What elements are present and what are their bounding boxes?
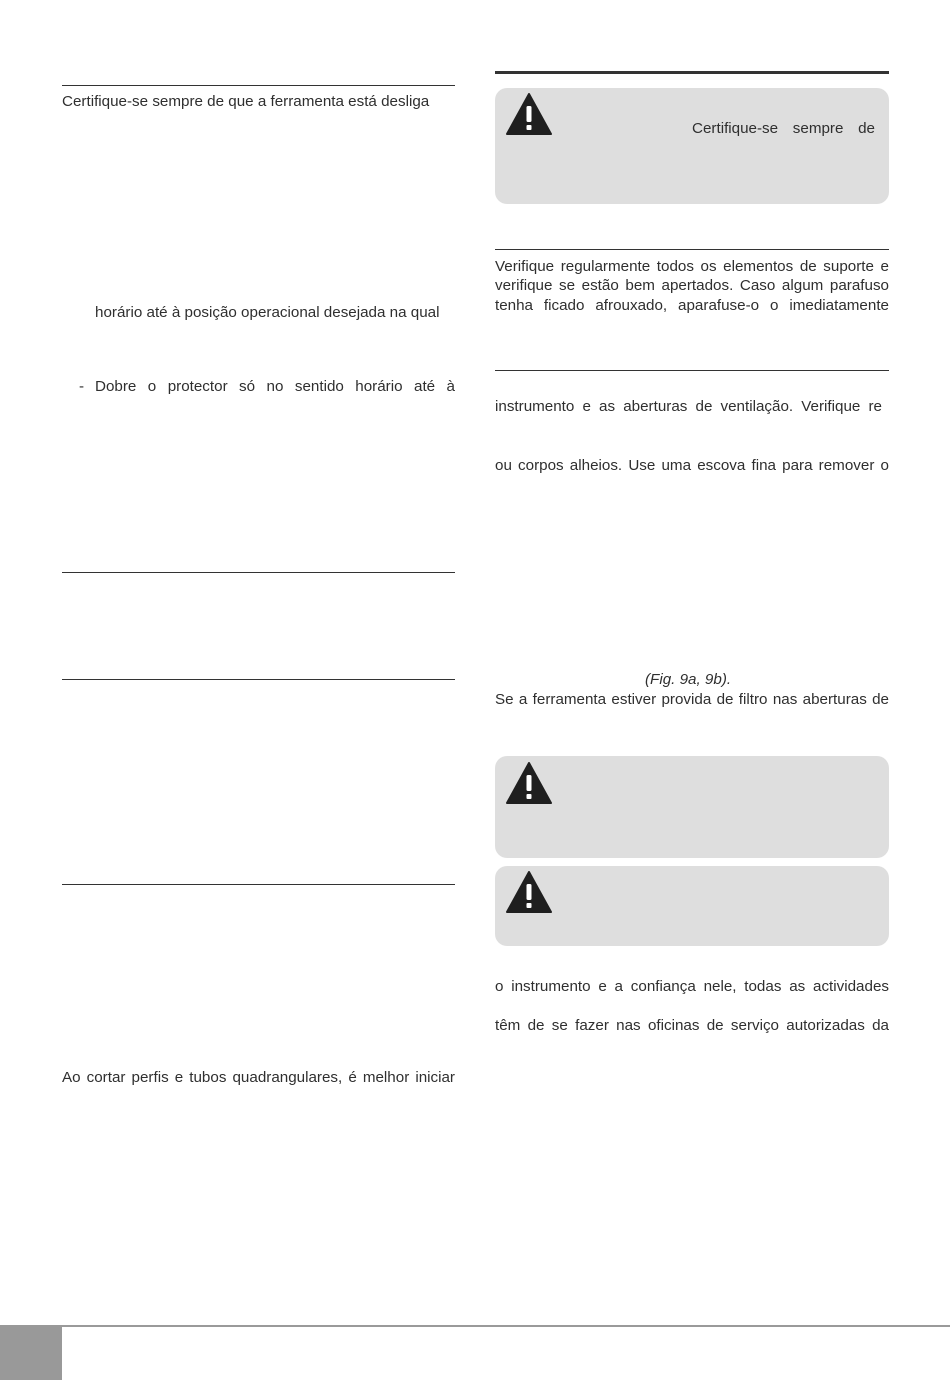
right-text-verifique-1: Verifique regularmente todos os elementos de suporte e xyxy=(495,258,889,275)
section-divider xyxy=(495,370,889,371)
warning-triangle-icon xyxy=(505,761,553,805)
warning-triangle-icon xyxy=(505,92,553,136)
footer-rule xyxy=(62,1325,950,1327)
right-text-oficinas: têm de se fazer nas oficinas de serviço autorizadas da xyxy=(495,1017,889,1034)
left-text-certifique: Certifique-se sempre de que a ferramenta está desliga xyxy=(62,93,430,110)
left-text-ao-cortar: Ao cortar perfis e tubos quadrangulares, é melhor iniciar xyxy=(62,1069,455,1086)
left-text-horario: horário até à posição operacional desejada na qual xyxy=(95,304,440,321)
warning-box xyxy=(495,88,889,204)
list-bullet-dash: - xyxy=(79,378,85,395)
right-text-filtro: Se a ferramenta estiver provida de filtro nas aberturas de xyxy=(495,691,889,708)
section-divider xyxy=(62,572,455,573)
page-number-block xyxy=(0,1325,62,1380)
warning-box xyxy=(495,866,889,946)
figure-reference: (Fig. 9a, 9b). xyxy=(645,671,732,688)
right-text-confianca: o instrumento e a confiança nele, todas as actividades xyxy=(495,978,889,995)
warning-triangle-icon xyxy=(505,870,553,914)
right-text-corpos: ou corpos alheios. Use uma escova fina para remover o xyxy=(495,457,889,474)
section-divider xyxy=(495,249,889,250)
section-divider xyxy=(62,85,455,86)
right-text-instrumento: instrumento e as aberturas de ventilação. Verifique re xyxy=(495,398,882,415)
section-divider xyxy=(62,679,455,680)
section-divider-thick xyxy=(495,71,889,74)
warning-box xyxy=(495,756,889,858)
section-divider xyxy=(62,884,455,885)
right-text-verifique-2: verifique se estão bem apertados. Caso algum parafuso xyxy=(495,277,889,294)
right-text-verifique-3: tenha ficado afrouxado, aparafuse-o o imediatamente xyxy=(495,297,889,314)
left-text-dobre: Dobre o protector só no sentido horário até à xyxy=(95,378,455,395)
warning-text: Certifique-se sempre de xyxy=(692,120,875,137)
